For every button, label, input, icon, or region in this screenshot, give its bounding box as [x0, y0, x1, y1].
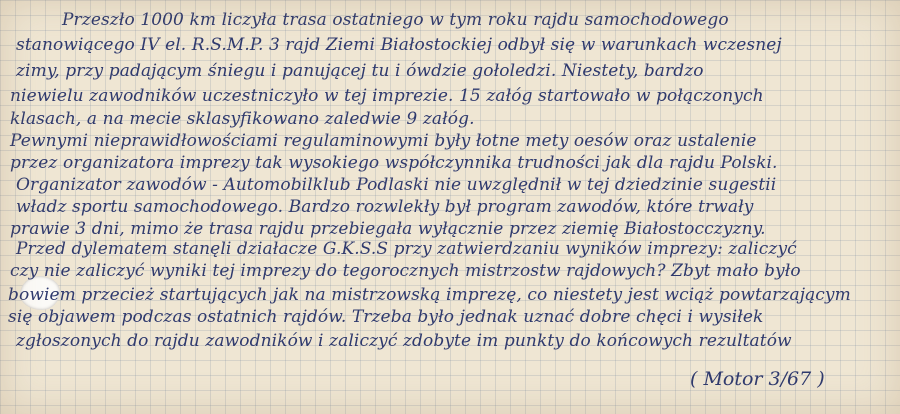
- source-citation: ( Motor 3/67 ): [690, 368, 825, 390]
- text-line: władz sportu samochodowego. Bardzo rozwlekły był program zawodów, które trwały: [16, 197, 754, 217]
- text-line: zgłoszonych do rajdu zawodników i zaliczyć zdobyte im punkty do końcowych rezultatów: [16, 331, 792, 351]
- text-line: Organizator zawodów - Automobilklub Podlaski nie uwzględnił w tej dziedzinie sugestii: [16, 175, 777, 195]
- text-line: bowiem przecież startujących jak na mistrzowską imprezę, co niestety jest wciąż powtarzającym: [8, 285, 851, 305]
- text-line: zimy, przy padającym śniegu i panującej tu i ówdzie gołoledzi. Niestety, bardzo: [16, 61, 704, 81]
- text-line: niewielu zawodników uczestniczyło w tej imprezie. 15 załóg startowało w połączonych: [10, 86, 764, 106]
- text-line: Pewnymi nieprawidłowościami regulaminowymi były łotne mety oesów oraz ustalenie: [10, 131, 757, 151]
- text-line: klasach, a na mecie sklasyfikowano zaledwie 9 załóg.: [10, 109, 475, 129]
- text-line: się objawem podczas ostatnich rajdów. Trzeba było jednak uznać dobre chęci i wysiłek: [8, 307, 764, 327]
- text-line: Przed dylematem stanęli działacze G.K.S.S przy zatwierdzaniu wyników imprezy: zaliczyć: [16, 239, 797, 259]
- text-line: przez organizatora imprezy tak wysokiego współczynnika trudności jak dla rajdu Polski.: [10, 153, 778, 173]
- text-line: Przeszło 1000 km liczyła trasa ostatniego w tym roku rajdu samochodowego: [62, 10, 729, 30]
- text-line: prawie 3 dni, mimo że trasa rajdu przebiegała wyłącznie przez ziemię Białostocczyzny.: [10, 219, 766, 239]
- text-line: czy nie zaliczyć wyniki tej imprezy do tegorocznych mistrzostw rajdowych? Zbyt mało było: [10, 261, 801, 281]
- text-line: stanowiącego IV el. R.S.M.P. 3 rajd Ziemi Białostockiej odbył się w warunkach wczesnej: [16, 35, 782, 55]
